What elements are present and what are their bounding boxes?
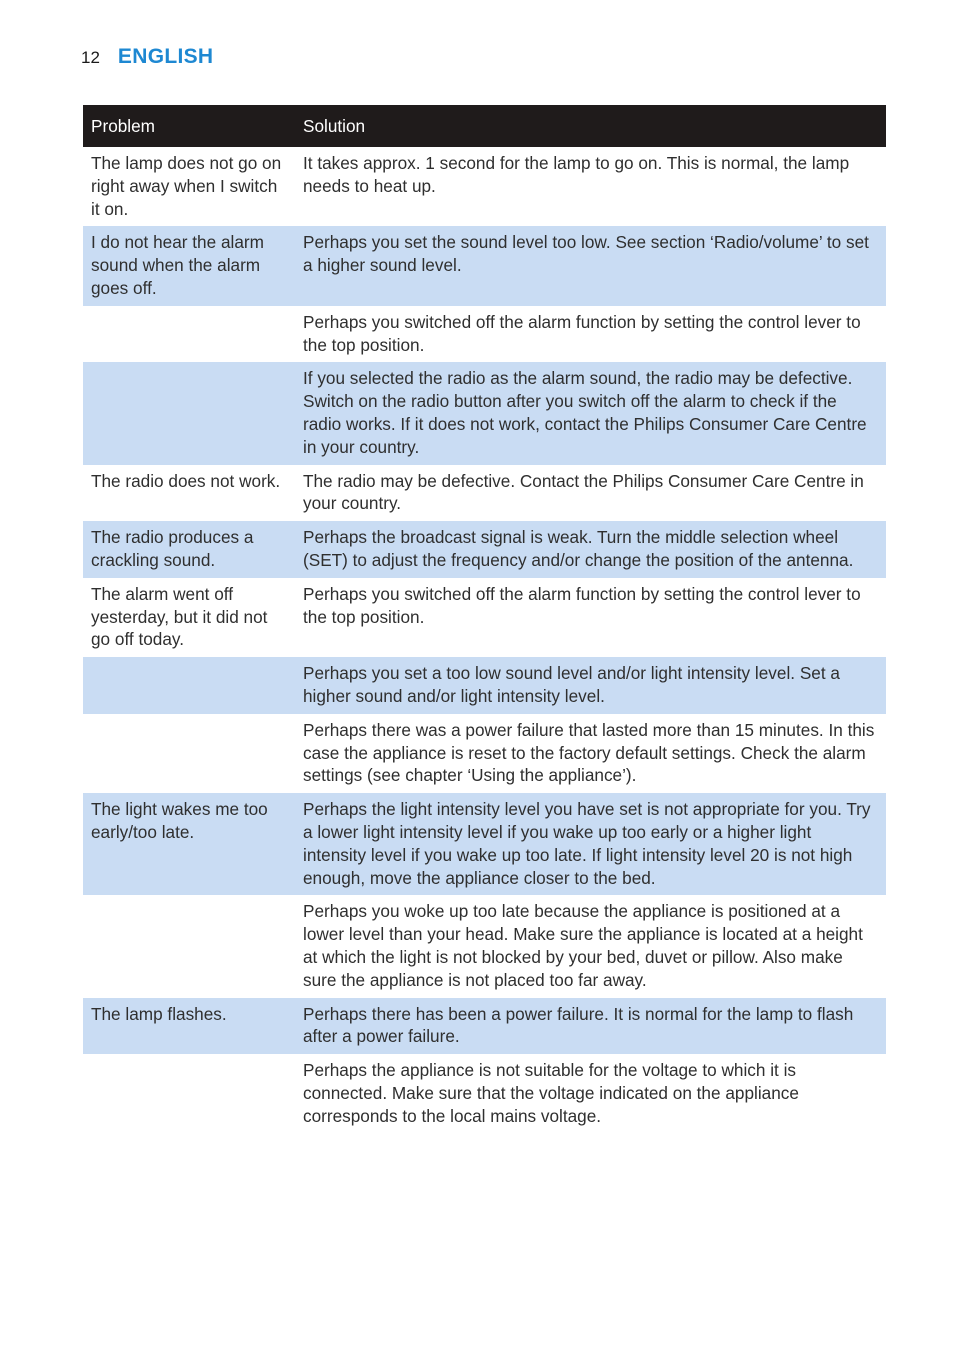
- problem-cell: [83, 895, 295, 997]
- table-header-row: [83, 105, 886, 147]
- column-header-problem: Problem: [83, 105, 295, 147]
- problem-cell: [83, 306, 295, 363]
- problem-cell: The alarm went off yesterday, but it did not go off today.: [91, 583, 268, 650]
- section-title: ENGLISH: [117, 45, 214, 68]
- table-row: [83, 1054, 886, 1133]
- page-number: 12: [81, 48, 100, 67]
- problem-cell: [83, 362, 295, 464]
- table-row: [83, 895, 886, 997]
- solution-cell: Perhaps the light intensity level you have set is not appropriate for you. Try a lower light intensity level if you wake up too early or a higher light intensity level if you wake up too late. If light intensity level 20 is not high enough, move the appliance closer to the bed.: [295, 793, 886, 895]
- solution-cell: Perhaps the broadcast signal is weak. Turn the middle selection wheel (SET) to adjust the frequency and/or change the position of the antenna.: [295, 521, 886, 578]
- problem-cell: [83, 714, 295, 793]
- solution-cell: Perhaps you woke up too late because the appliance is positioned at a lower level than your head. Make sure the appliance is located at a height at which the light is not blocked by your bed, duvet or pillow. Also make sure the appliance is not placed too far away.: [303, 901, 863, 990]
- problem-cell: The radio does not work.: [91, 470, 281, 491]
- table-row: [83, 147, 886, 226]
- solution-cell: If you selected the radio as the alarm sound, the radio may be defective. Switch on the radio button after you switch off the alarm to check if the radio works. If it does not work, contact the Philips Consumer Care Centre in your country.: [295, 362, 886, 464]
- problem-cell: The lamp flashes.: [83, 998, 295, 1055]
- table-row: [83, 465, 886, 522]
- solution-cell: Perhaps there has been a power failure. It is normal for the lamp to flash after a power failure.: [295, 998, 886, 1055]
- problem-cell: The light wakes me too early/too late.: [83, 793, 295, 895]
- solution-cell: It takes approx. 1 second for the lamp to go on. This is normal, the lamp needs to heat up.: [303, 153, 850, 196]
- problem-cell: I do not hear the alarm sound when the alarm goes off.: [83, 226, 295, 305]
- solution-cell: Perhaps you switched off the alarm function by setting the control lever to the top position.: [303, 311, 861, 355]
- solution-cell: Perhaps there was a power failure that lasted more than 15 minutes. In this case the appliance is reset to the factory default settings. Check the alarm settings (see chapter ‘Using the appliance’).: [303, 719, 875, 786]
- troubleshooting-table: [83, 105, 886, 1133]
- table-row: [83, 998, 886, 1055]
- table-row: [83, 578, 886, 657]
- solution-cell: The radio may be defective. Contact the Philips Consumer Care Centre in your country.: [303, 470, 864, 514]
- table-row: [83, 521, 886, 578]
- table-row: [83, 657, 886, 714]
- problem-cell: The radio produces a crackling sound.: [83, 521, 295, 578]
- solution-cell: Perhaps you set a too low sound level and/or light intensity level. Set a higher sound and/or light intensity level.: [295, 657, 886, 714]
- page-header: [81, 45, 213, 75]
- table-row: [83, 793, 886, 895]
- table-row: [83, 226, 886, 305]
- table-row: [83, 714, 886, 793]
- solution-cell: Perhaps the appliance is not suitable for the voltage to which it is connected. Make sure that the voltage indicated on the appliance corresponds to the local mains voltage.: [303, 1060, 799, 1126]
- column-header-solution: Solution: [295, 105, 886, 147]
- solution-cell: Perhaps you set the sound level too low. See section ‘Radio/volume’ to set a higher sound level.: [295, 226, 886, 305]
- table-row: [83, 362, 886, 464]
- solution-cell: Perhaps you switched off the alarm function by setting the control lever to the top position.: [303, 583, 861, 627]
- table-row: [83, 306, 886, 363]
- problem-cell: The lamp does not go on right away when I switch it on.: [91, 153, 282, 219]
- problem-cell: [83, 1054, 295, 1133]
- problem-cell: [83, 657, 295, 714]
